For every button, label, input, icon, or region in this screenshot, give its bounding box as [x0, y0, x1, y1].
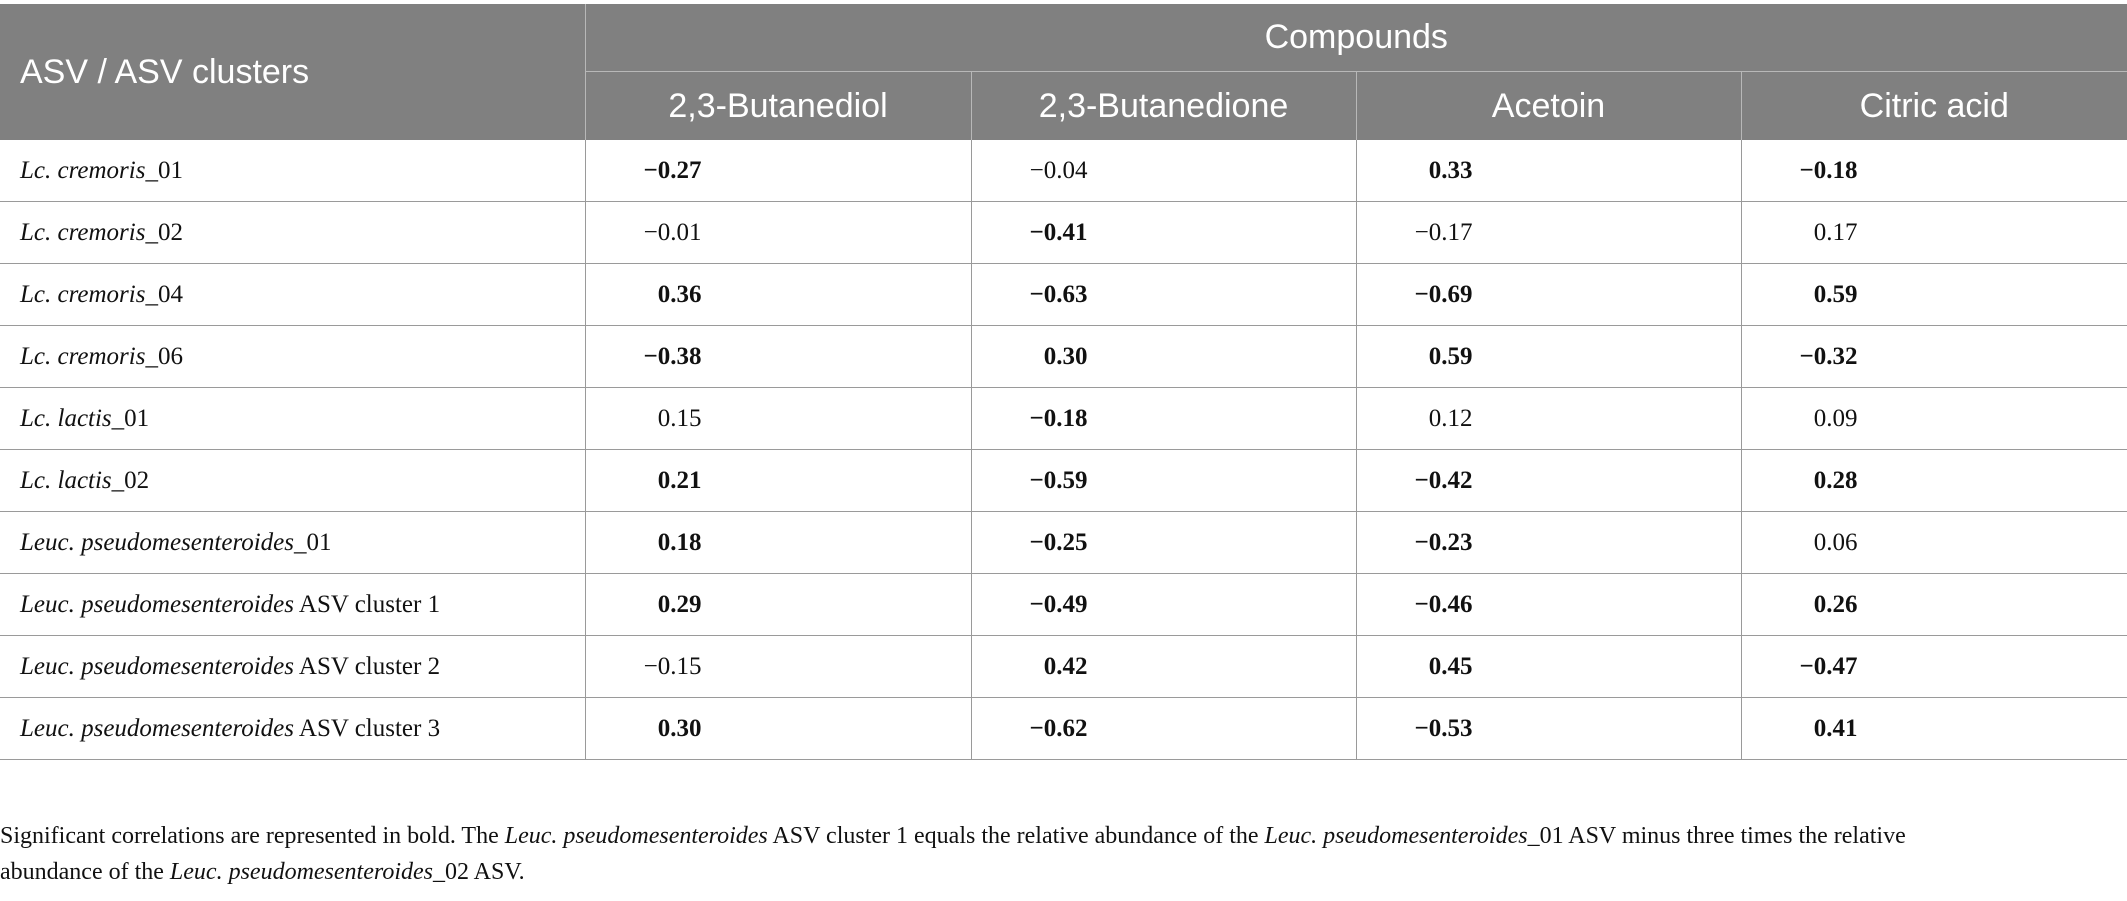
correlation-value: 0.36	[657, 280, 702, 308]
row-label-taxon: Lc. cremoris	[20, 156, 146, 184]
table-cell	[1356, 264, 1741, 326]
row-label-taxon: Leuc. pseudomesenteroides	[20, 652, 295, 680]
table-cell	[585, 450, 971, 512]
correlation-value: −0.32	[1799, 342, 1858, 370]
table-header	[0, 4, 2127, 140]
correlation-value: −0.17	[1414, 218, 1473, 246]
table-cell	[585, 388, 971, 450]
table-row	[0, 202, 2127, 264]
row-label-suffix: _06	[145, 342, 183, 370]
row-label-suffix: _04	[145, 280, 183, 308]
correlation-value: 0.29	[657, 590, 702, 618]
correlation-value: −0.69	[1414, 280, 1473, 308]
row-label-suffix: _01	[294, 528, 332, 556]
row-label-taxon: Leuc. pseudomesenteroides	[20, 714, 295, 742]
row-label-taxon: Lc. lactis	[20, 466, 112, 494]
footnote-italic-1: Leuc. pseudomesenteroides	[504, 823, 768, 849]
table-cell	[1741, 326, 2127, 388]
correlation-value: −0.27	[643, 156, 702, 184]
table-row	[0, 264, 2127, 326]
correlation-value: −0.63	[1029, 280, 1088, 308]
table-row	[0, 512, 2127, 574]
table-row	[0, 574, 2127, 636]
footnote-italic-3: Leuc. pseudomesenteroides	[169, 859, 433, 885]
correlation-value: 0.59	[1813, 280, 1858, 308]
correlation-table	[0, 4, 2127, 760]
correlation-table-container	[0, 4, 2127, 760]
table-cell	[585, 512, 971, 574]
row-label-suffix: _02	[145, 218, 183, 246]
table-cell	[971, 698, 1356, 760]
correlation-value: −0.62	[1029, 714, 1088, 742]
table-cell	[585, 636, 971, 698]
table-row	[0, 326, 2127, 388]
row-label-suffix: ASV cluster 2	[294, 652, 441, 680]
table-cell	[1741, 202, 2127, 264]
correlation-value: −0.38	[643, 342, 702, 370]
table-cell	[971, 264, 1356, 326]
correlation-value: −0.47	[1799, 652, 1858, 680]
correlation-value: −0.01	[643, 218, 702, 246]
table-row	[0, 698, 2127, 760]
row-label-taxon: Lc. lactis	[20, 404, 112, 432]
table-row	[0, 140, 2127, 202]
row-label	[0, 698, 585, 760]
table-cell	[585, 574, 971, 636]
table-cell	[971, 636, 1356, 698]
row-label	[0, 140, 585, 202]
table-cell	[1741, 512, 2127, 574]
row-label-taxon: Lc. cremoris	[20, 280, 146, 308]
table-cell	[971, 574, 1356, 636]
table-cell	[1741, 636, 2127, 698]
table-cell	[971, 140, 1356, 202]
row-label-suffix: _01	[111, 404, 150, 432]
correlation-value: −0.15	[643, 652, 702, 680]
table-cell	[971, 388, 1356, 450]
row-label	[0, 450, 585, 512]
table-row	[0, 450, 2127, 512]
table-cell	[1741, 698, 2127, 760]
column-header-citric-acid: Citric acid	[1741, 72, 2127, 141]
row-label	[0, 574, 585, 636]
footnote-text-2: ASV cluster 1 equals the relative abundance of the	[767, 823, 1265, 849]
table-cell	[1356, 698, 1741, 760]
row-label-taxon: Leuc. pseudomesenteroides	[20, 528, 295, 556]
row-label-suffix: ASV cluster 3	[294, 714, 441, 742]
row-label-taxon: Lc. cremoris	[20, 342, 146, 370]
column-header-butanediol: 2,3-Butanediol	[585, 72, 971, 141]
correlation-value: 0.26	[1813, 590, 1858, 618]
table-cell	[1741, 450, 2127, 512]
table-row	[0, 636, 2127, 698]
correlation-value: 0.45	[1428, 652, 1473, 680]
correlation-value: −0.42	[1414, 466, 1473, 494]
correlation-value: −0.53	[1414, 714, 1473, 742]
correlation-value: 0.17	[1813, 218, 1858, 246]
column-header-acetoin: Acetoin	[1356, 72, 1741, 141]
table-footnote	[0, 818, 2127, 890]
row-label	[0, 388, 585, 450]
compounds-group-header: Compounds	[585, 4, 2127, 72]
table-cell	[971, 202, 1356, 264]
correlation-value: 0.41	[1813, 714, 1858, 742]
row-label	[0, 264, 585, 326]
table-cell	[1741, 140, 2127, 202]
correlation-value: 0.21	[657, 466, 702, 494]
table-cell	[1741, 388, 2127, 450]
table-cell	[1741, 264, 2127, 326]
correlation-value: −0.04	[1029, 156, 1088, 184]
table-cell	[1741, 574, 2127, 636]
table-cell	[1356, 574, 1741, 636]
footnote-text-1: Significant correlations are represented in bold. The	[0, 823, 505, 849]
table-body	[0, 140, 2127, 760]
table-cell	[585, 140, 971, 202]
correlation-value: −0.23	[1414, 528, 1473, 556]
correlation-value: −0.49	[1029, 590, 1088, 618]
row-label-suffix: _02	[111, 466, 150, 494]
correlation-value: −0.18	[1029, 404, 1088, 432]
correlation-value: −0.25	[1029, 528, 1088, 556]
column-header-butanedione: 2,3-Butanedione	[971, 72, 1356, 141]
corner-header: ASV / ASV clusters	[0, 4, 585, 140]
row-label-taxon: Leuc. pseudomesenteroides	[20, 590, 295, 618]
footnote-text-3: _01 ASV minus three times the relative	[1527, 823, 1906, 849]
correlation-value: 0.15	[657, 404, 702, 432]
table-cell	[1356, 140, 1741, 202]
correlation-value: −0.46	[1414, 590, 1473, 618]
row-label	[0, 326, 585, 388]
table-cell	[585, 264, 971, 326]
table-cell	[971, 450, 1356, 512]
correlation-value: 0.09	[1813, 404, 1858, 432]
correlation-value: −0.41	[1029, 218, 1088, 246]
correlation-value: 0.30	[1043, 342, 1088, 370]
row-label	[0, 636, 585, 698]
table-cell	[1356, 326, 1741, 388]
table-cell	[971, 326, 1356, 388]
correlation-value: 0.33	[1428, 156, 1473, 184]
table-cell	[1356, 388, 1741, 450]
footnote-text-4: abundance of the	[0, 859, 170, 885]
footnote-text-5: _02 ASV.	[432, 859, 525, 885]
correlation-value: −0.18	[1799, 156, 1858, 184]
footnote-italic-2: Leuc. pseudomesenteroides	[1264, 823, 1528, 849]
row-label-suffix: _01	[145, 156, 183, 184]
row-label	[0, 202, 585, 264]
table-cell	[1356, 450, 1741, 512]
table-cell	[1356, 636, 1741, 698]
correlation-value: 0.28	[1813, 466, 1858, 494]
row-label	[0, 512, 585, 574]
correlation-value: 0.30	[657, 714, 702, 742]
table-cell	[1356, 512, 1741, 574]
correlation-value: 0.18	[657, 528, 702, 556]
table-cell	[1356, 202, 1741, 264]
correlation-value: 0.42	[1043, 652, 1088, 680]
correlation-value: −0.59	[1029, 466, 1088, 494]
correlation-value: 0.59	[1428, 342, 1473, 370]
table-cell	[585, 698, 971, 760]
table-cell	[585, 326, 971, 388]
row-label-suffix: ASV cluster 1	[294, 590, 441, 618]
table-row	[0, 388, 2127, 450]
row-label-taxon: Lc. cremoris	[20, 218, 146, 246]
correlation-value: 0.12	[1428, 404, 1473, 432]
table-cell	[585, 202, 971, 264]
table-cell	[971, 512, 1356, 574]
correlation-value: 0.06	[1813, 528, 1858, 556]
